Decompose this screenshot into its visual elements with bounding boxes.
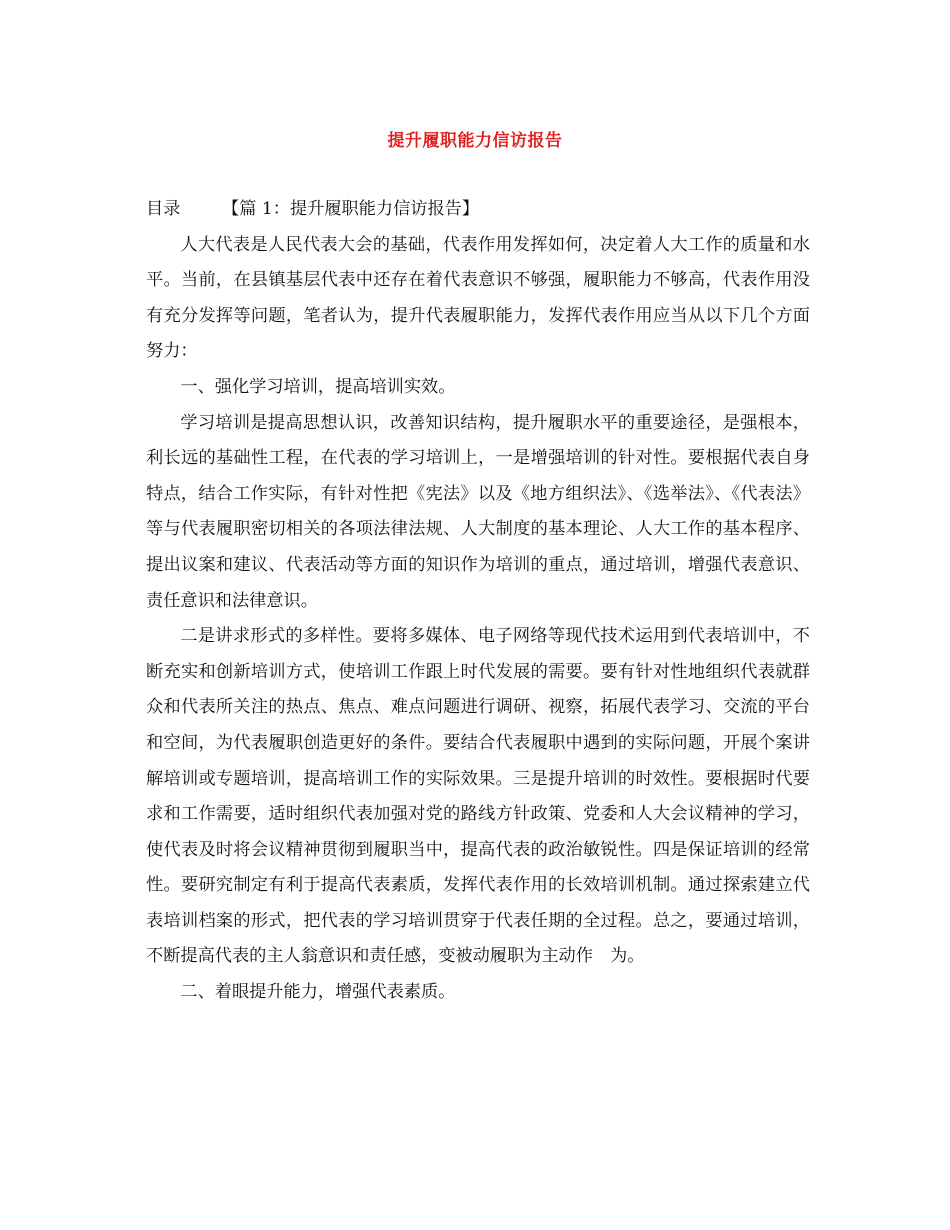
document-body — [146, 192, 810, 1011]
toc-entry: 【篇 1：提升履职能力信访报告】 — [222, 199, 480, 219]
document-title: 提升履职能力信访报告 — [387, 131, 563, 151]
table-of-contents — [146, 192, 810, 228]
body-paragraph: 学习培训是提高思想认识，改善知识结构，提升履职水平的重要途径，是强根本，利长远的基础性工程，在代表的学习培训上，一是增强培训的针对性。要根据代表自身特点，结合工作实际，有针对性把《宪法》以及《地方组织法》、《选举法》、《代表法》等与代表履职密切相关的各项法律法规、人大制度的基本理论、人大工作的基本程序、提出议案和建议、代表活动等方面的知识作为培训的重点，通过培训，增强代表意识、责任意识和法律意识。 — [146, 412, 810, 611]
section-heading-1: 一、强化学习培训，提高培训实效。 — [180, 376, 456, 397]
intro-paragraph: 人大代表是人民代表大会的基础，代表作用发挥如何，决定着人大工作的质量和水平。当前，在县镇基层代表中还存在着代表意识不够强，履职能力不够高，代表作用没有充分发挥等问题，笔者认为，提升代表履职能力，发挥代表作用应当从以下几个方面努力： — [146, 234, 810, 362]
body-paragraph: 二是讲求形式的多样性。要将多媒体、电子网络等现代技术运用到代表培训中，不断充实和创新培训方式，使培训工作跟上时代发展的需要。要有针对性地组织代表就群众和代表所关注的热点、焦点、难点问题进行调研、视察，拓展代表学习、交流的平台和空间，为代表履职创造更好的条件。要结合代表履职中遇到的实际问题，开展个案讲解培训或专题培训，提高培训工作的实际效果。三是提升培训的时效性。要根据时代要求和工作需要，适时组织代表加强对党的路线方针政策、党委和人大会议精神的学习，使代表及时将会议精神贯彻到履职当中，提高代表的政治敏锐性。四是保证培训的经常性。要研究制定有利于提高代表素质，发挥代表作用的长效培训机制。通过探索建立代表培训档案的形式，把代表的学习培训贯穿于代表任期的全过程。总之，要通过培训，不断提高代表的主人翁意识和责任感，变被动履职为主动作 为。 — [146, 626, 810, 967]
section-heading-2: 二、着眼提升能力，增强代表素质。 — [180, 982, 456, 1003]
toc-label: 目录 — [146, 199, 181, 219]
